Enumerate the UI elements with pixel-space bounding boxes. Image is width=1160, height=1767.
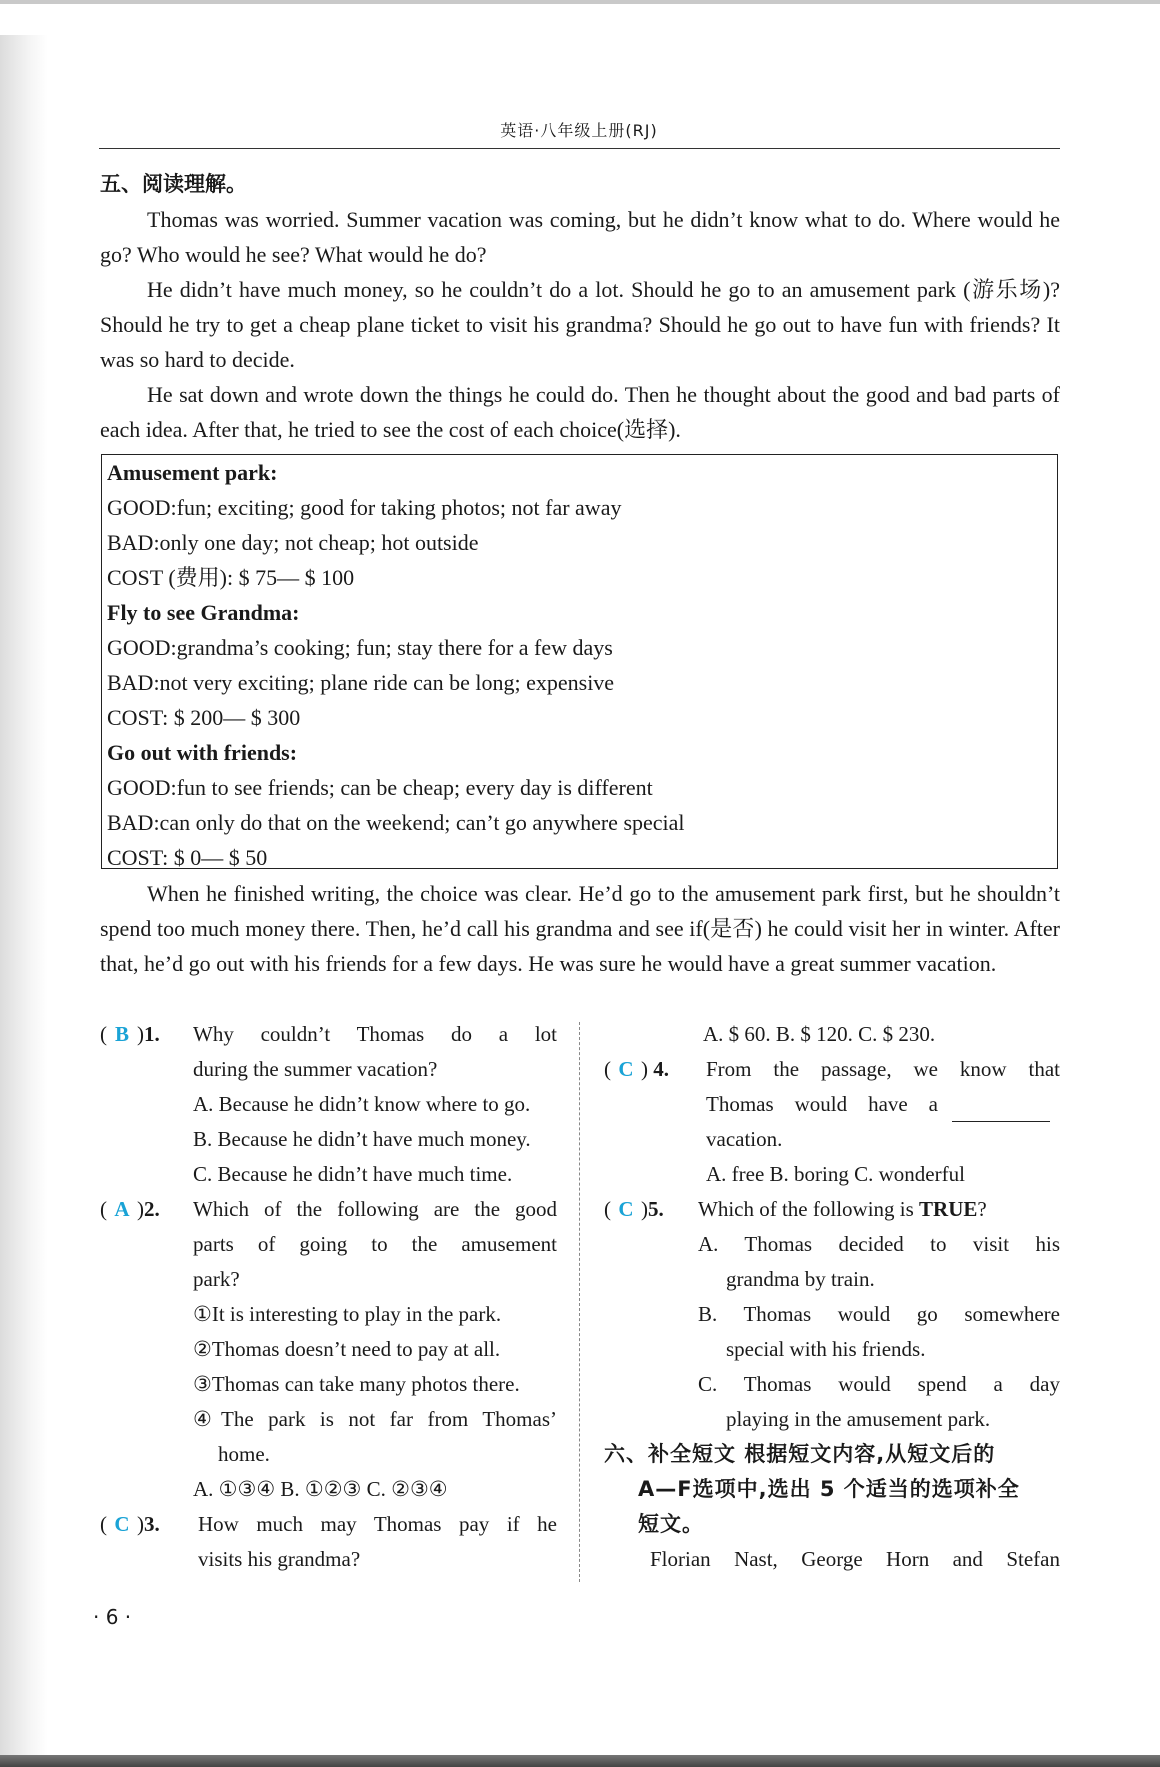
question-1-option-a: A. Because he didn’t know where to go.: [193, 1092, 531, 1116]
section6-instruction: A—F选项中,选出 5 个适当的选项补全: [638, 1477, 1020, 1501]
closing-paragraph: When he finished writing, the choice was clear. He’d go to the amusement park first, but he shouldn’t spend too much money there. Then, he’d call his grandma and see if(是否) he could visit her in winter. After that, he’d go out with his friends for a few days. He was sure he would have a great summer vacation.: [100, 881, 1060, 976]
question-1-option-b: B. Because he didn’t have much money.: [193, 1127, 531, 1151]
box-line: GOOD:grandma’s cooking; fun; stay there for a few days: [107, 635, 613, 660]
box-line: COST: $ 200— $ 300: [107, 705, 301, 730]
question-5-option-b: B. Thomas would go somewhere: [698, 1302, 1060, 1326]
header-rule: [99, 148, 1060, 149]
answer-3: C: [114, 1512, 130, 1536]
question-2-stem-end: park?: [193, 1267, 240, 1291]
question-1-stem: Why couldn’t Thomas do a lot: [193, 1022, 557, 1046]
question-3-stem: How much may Thomas pay if he: [198, 1512, 557, 1536]
section6-passage-start: Florian Nast, George Horn and Stefan: [650, 1547, 1060, 1571]
question-4-stem: From the passage, we know that: [706, 1057, 1060, 1081]
question-5-option-a-cont: grandma by train.: [726, 1267, 875, 1291]
column-divider: [579, 1022, 580, 1582]
question-1-stem-cont: during the summer vacation?: [193, 1057, 438, 1081]
question-3-bracket: ( C )3.: [100, 1507, 160, 1542]
section5-heading: 五、阅读理解。: [100, 172, 247, 196]
question-4-stem-cont: Thomas would have a: [706, 1087, 1060, 1122]
question-3-options: A. $ 60. B. $ 120. C. $ 230.: [703, 1022, 936, 1046]
question-5-stem: Which of the following is TRUE?: [698, 1197, 987, 1221]
section6-instruction-end: 短文。: [638, 1512, 704, 1536]
question-2-bracket: ( A )2.: [100, 1192, 160, 1227]
question-2-statement-3: ③Thomas can take many photos there.: [193, 1372, 520, 1396]
question-1-option-c: C. Because he didn’t have much time.: [193, 1162, 513, 1186]
box-heading-friends: Go out with friends:: [107, 740, 298, 765]
choices-box: [101, 454, 1058, 869]
question-3-stem-cont: visits his grandma?: [198, 1547, 361, 1571]
box-line: GOOD:fun to see friends; can be cheap; every day is different: [107, 775, 653, 800]
question-5-bracket: ( C )5.: [604, 1192, 664, 1227]
paragraph-3: He sat down and wrote down the things he could do. Then he thought about the good and bad parts of each idea. After that, he tried to see the cost of each choice(选择).: [100, 382, 1060, 442]
bottom-edge: [0, 1755, 1160, 1767]
running-header: 英语·八年级上册(RJ): [500, 121, 658, 140]
question-2-stem: Which of the following are the good: [193, 1197, 557, 1221]
question-2-statement-4: ④The park is not far from Thomas’: [193, 1407, 557, 1431]
box-line: BAD:not very exciting; plane ride can be long; expensive: [107, 670, 615, 695]
answer-1: B: [114, 1022, 129, 1046]
box-line: COST: $ 0— $ 50: [107, 845, 268, 870]
box-heading-amusement-park: Amusement park:: [107, 460, 278, 485]
answer-5: C: [618, 1197, 634, 1221]
question-4-options: A. free B. boring C. wonderful: [706, 1162, 965, 1186]
question-2-statement-1: ①It is interesting to play in the park.: [193, 1302, 502, 1326]
question-4-stem-end: vacation.: [706, 1127, 783, 1151]
answer-blank: [952, 1099, 1050, 1122]
question-5-option-c-cont: playing in the amusement park.: [726, 1407, 991, 1431]
box-line: COST (费用): $ 75— $ 100: [107, 565, 355, 590]
question-5-option-a: A. Thomas decided to visit his: [698, 1232, 1060, 1256]
question-2-statement-2: ②Thomas doesn’t need to pay at all.: [193, 1337, 501, 1361]
question-1-bracket: ( B )1.: [100, 1017, 160, 1052]
page-shadow: [0, 35, 48, 1755]
question-5-option-c: C. Thomas would spend a day: [698, 1372, 1060, 1396]
answer-4: C: [618, 1057, 634, 1081]
question-2-stem-cont: parts of going to the amusement: [193, 1232, 557, 1256]
answer-2: A: [114, 1197, 130, 1221]
box-heading-grandma: Fly to see Grandma:: [107, 600, 300, 625]
question-4-bracket: ( C ) 4.: [604, 1052, 669, 1087]
box-line: GOOD:fun; exciting; good for taking photos; not far away: [107, 495, 622, 520]
section6-heading: 六、补全短文 根据短文内容,从短文后的: [604, 1442, 996, 1466]
question-2-statement-4-cont: home.: [218, 1442, 270, 1466]
page-number: · 6 ·: [93, 1605, 132, 1629]
box-line: BAD:can only do that on the weekend; can’t go anywhere special: [107, 810, 685, 835]
box-line: BAD:only one day; not cheap; hot outside: [107, 530, 479, 555]
paragraph-1: Thomas was worried. Summer vacation was coming, but he didn’t know what to do. Where would he go? Who would he see? What would he do?: [100, 207, 1060, 267]
question-5-option-b-cont: special with his friends.: [726, 1337, 926, 1361]
paragraph-2: He didn’t have much money, so he couldn’t do a lot. Should he go to an amusement park (游乐场)? Should he try to get a cheap plane ticket to visit his grandma? Should he go out to have fun with friends? It was so hard to decide.: [100, 277, 1060, 372]
top-edge: [0, 0, 1160, 4]
question-2-options: A. ①③④ B. ①②③ C. ②③④: [193, 1477, 448, 1501]
